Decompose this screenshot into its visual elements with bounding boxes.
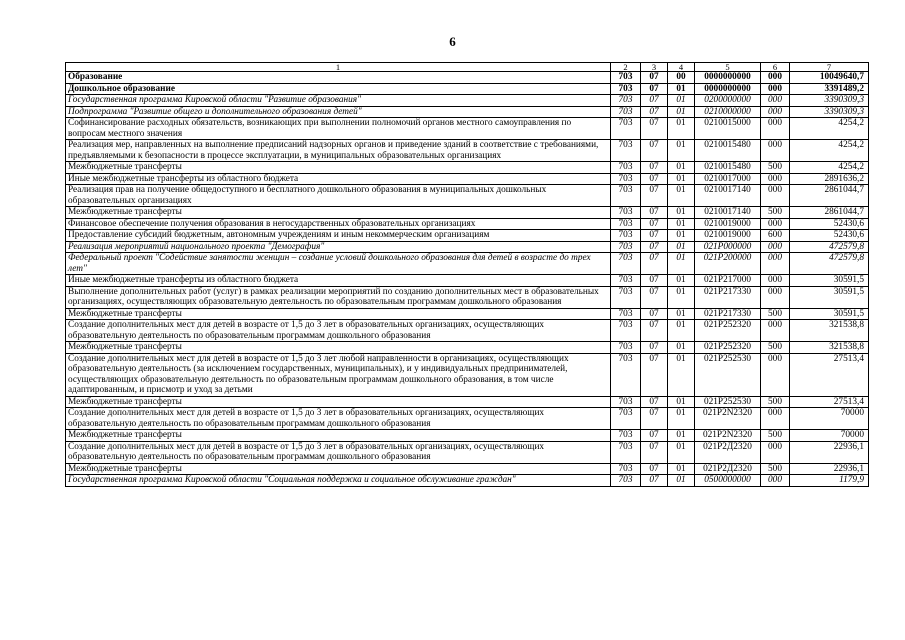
page-number: 6 [449,34,456,49]
budget-table [65,62,869,487]
expense-type-cell: 000 [761,95,790,107]
section-code-cell: 07 [641,253,668,275]
section-code-cell: 07 [641,475,668,487]
ministry-code-cell: 703 [611,118,641,140]
amount-cell: 3391489,2 [790,83,869,95]
amount-cell: 70000 [790,408,869,430]
subsection-code-cell: 01 [668,173,695,185]
section-code-cell: 07 [641,396,668,408]
target-article-cell: 021P2Д2320 [695,463,761,475]
row-name-cell: Образование [66,72,611,84]
table-row [66,308,869,320]
target-article-cell: 0210015000 [695,118,761,140]
expense-type-cell: 000 [761,275,790,287]
row-name-cell: Реализация прав на получение общедоступного и бесплатного дошкольного образования в муниципальных дошкольных образовательных организациях [66,185,611,207]
subsection-code-cell: 01 [668,118,695,140]
table-row [66,185,869,207]
section-code-cell: 07 [641,118,668,140]
amount-cell: 30591,5 [790,275,869,287]
amount-cell: 10049640,7 [790,72,869,84]
section-code-cell: 07 [641,106,668,118]
section-code-cell: 07 [641,430,668,442]
target-article-cell: 021P217330 [695,286,761,308]
row-name-cell: Межбюджетные трансферты [66,463,611,475]
section-code-cell: 07 [641,173,668,185]
section-code-cell: 07 [641,72,668,84]
target-article-cell: 0500000000 [695,475,761,487]
table-row [66,72,869,84]
ministry-code-cell: 703 [611,286,641,308]
header-cell: 4 [668,63,695,72]
section-code-cell: 07 [641,342,668,354]
ministry-code-cell: 703 [611,173,641,185]
section-code-cell: 07 [641,320,668,342]
table-row [66,140,869,162]
row-name-cell: Государственная программа Кировской области "Социальная поддержка и социальное обслуживание граждан" [66,475,611,487]
table-row [66,275,869,287]
table-row [66,230,869,242]
target-article-cell: 0210019000 [695,218,761,230]
amount-cell: 2861044,7 [790,185,869,207]
subsection-code-cell: 01 [668,83,695,95]
section-code-cell: 07 [641,162,668,174]
target-article-cell: 0210017140 [695,207,761,219]
table-row [66,207,869,219]
expense-type-cell: 000 [761,286,790,308]
target-article-cell: 021P2Д2320 [695,441,761,463]
target-article-cell: 021P2N2320 [695,430,761,442]
section-code-cell: 07 [641,441,668,463]
expense-type-cell: 000 [761,253,790,275]
table-row [66,320,869,342]
amount-cell: 321538,8 [790,342,869,354]
ministry-code-cell: 703 [611,441,641,463]
row-name-cell: Межбюджетные трансферты [66,342,611,354]
section-code-cell: 07 [641,286,668,308]
subsection-code-cell: 00 [668,72,695,84]
header-cell: 1 [66,63,611,72]
subsection-code-cell: 01 [668,218,695,230]
ministry-code-cell: 703 [611,430,641,442]
target-article-cell: 021P200000 [695,253,761,275]
row-name-cell: Создание дополнительных мест для детей в возрасте от 1,5 до 3 лет в образовательных организациях, осуществляющих образовательную деятельность по образовательным программам дошкольного образования [66,441,611,463]
table-row [66,286,869,308]
subsection-code-cell: 01 [668,430,695,442]
amount-cell: 2861044,7 [790,207,869,219]
subsection-code-cell: 01 [668,463,695,475]
table-row [66,83,869,95]
header-cell: 6 [761,63,790,72]
row-name-cell: Государственная программа Кировской области "Развитие образования" [66,95,611,107]
table-row [66,475,869,487]
amount-cell: 52430,6 [790,230,869,242]
target-article-cell: 0210015480 [695,162,761,174]
subsection-code-cell: 01 [668,308,695,320]
ministry-code-cell: 703 [611,207,641,219]
row-name-cell: Межбюджетные трансферты [66,207,611,219]
subsection-code-cell: 01 [668,253,695,275]
target-article-cell: 0210017140 [695,185,761,207]
amount-cell: 22936,1 [790,441,869,463]
ministry-code-cell: 703 [611,230,641,242]
table-row [66,173,869,185]
table-row [66,95,869,107]
ministry-code-cell: 703 [611,320,641,342]
section-code-cell: 07 [641,241,668,253]
amount-cell: 30591,5 [790,308,869,320]
ministry-code-cell: 703 [611,95,641,107]
header-cell: 5 [695,63,761,72]
target-article-cell: 021P252530 [695,396,761,408]
subsection-code-cell: 01 [668,275,695,287]
ministry-code-cell: 703 [611,162,641,174]
table-row [66,353,869,396]
row-name-cell: Реализация мероприятий национального проекта "Демография" [66,241,611,253]
section-code-cell: 07 [641,95,668,107]
subsection-code-cell: 01 [668,241,695,253]
amount-cell: 472579,8 [790,241,869,253]
expense-type-cell: 000 [761,441,790,463]
row-name-cell: Межбюджетные трансферты [66,308,611,320]
row-name-cell: Создание дополнительных мест для детей в возрасте от 1,5 до 3 лет в образовательных организациях, осуществляющих образовательную деятельность по образовательным программам дошкольного образования [66,320,611,342]
target-article-cell: 0210015480 [695,140,761,162]
table-body [66,63,869,487]
expense-type-cell: 000 [761,185,790,207]
table-row [66,396,869,408]
ministry-code-cell: 703 [611,275,641,287]
section-code-cell: 07 [641,140,668,162]
amount-cell: 4254,2 [790,162,869,174]
row-name-cell: Межбюджетные трансферты [66,396,611,408]
expense-type-cell: 500 [761,207,790,219]
amount-cell: 52430,6 [790,218,869,230]
subsection-code-cell: 01 [668,207,695,219]
expense-type-cell: 000 [761,106,790,118]
expense-type-cell: 000 [761,72,790,84]
expense-type-cell: 500 [761,342,790,354]
subsection-code-cell: 01 [668,140,695,162]
subsection-code-cell: 01 [668,106,695,118]
row-name-cell: Межбюджетные трансферты [66,430,611,442]
section-code-cell: 07 [641,230,668,242]
section-code-cell: 07 [641,218,668,230]
ministry-code-cell: 703 [611,253,641,275]
amount-cell: 4254,2 [790,140,869,162]
section-code-cell: 07 [641,408,668,430]
amount-cell: 3390309,3 [790,106,869,118]
amount-cell: 321538,8 [790,320,869,342]
ministry-code-cell: 703 [611,475,641,487]
amount-cell: 27513,4 [790,353,869,396]
subsection-code-cell: 01 [668,162,695,174]
ministry-code-cell: 703 [611,218,641,230]
table-row [66,253,869,275]
target-article-cell: 021P000000 [695,241,761,253]
subsection-code-cell: 01 [668,441,695,463]
table-row [66,241,869,253]
target-article-cell: 0000000000 [695,72,761,84]
row-name-cell: Создание дополнительных мест для детей в возрасте от 1,5 до 3 лет любой направленности в организациях, осуществляющих образовательную деятельность (за исключением государственных, муниципальных), и у индивидуальных предпринимателей, осуществляющих образовательную деятельность по образовательным программам дошкольного образования, в том числе адаптированным, и присмотр и уход за детьми [66,353,611,396]
target-article-cell: 0210019000 [695,230,761,242]
amount-cell: 472579,8 [790,253,869,275]
expense-type-cell: 600 [761,230,790,242]
expense-type-cell: 000 [761,118,790,140]
ministry-code-cell: 703 [611,342,641,354]
subsection-code-cell: 01 [668,396,695,408]
section-code-cell: 07 [641,207,668,219]
target-article-cell: 021P2N2320 [695,408,761,430]
ministry-code-cell: 703 [611,72,641,84]
ministry-code-cell: 703 [611,83,641,95]
row-name-cell: Создание дополнительных мест для детей в возрасте от 1,5 до 3 лет в образовательных организациях, осуществляющих образовательную деятельность по образовательным программам дошкольного образования [66,408,611,430]
expense-type-cell: 000 [761,83,790,95]
target-article-cell: 0200000000 [695,95,761,107]
ministry-code-cell: 703 [611,106,641,118]
amount-cell: 27513,4 [790,396,869,408]
expense-type-cell: 500 [761,463,790,475]
ministry-code-cell: 703 [611,241,641,253]
section-code-cell: 07 [641,185,668,207]
expense-type-cell: 000 [761,241,790,253]
target-article-cell: 0000000000 [695,83,761,95]
ministry-code-cell: 703 [611,408,641,430]
expense-type-cell: 000 [761,218,790,230]
amount-cell: 1179,9 [790,475,869,487]
row-name-cell: Выполнение дополнительных работ (услуг) в рамках реализации мероприятий по созданию дополнительных мест в образовательных организациях, осуществляющих образовательную деятельность по образовательным программам дошкольного образования [66,286,611,308]
amount-cell: 22936,1 [790,463,869,475]
subsection-code-cell: 01 [668,353,695,396]
amount-cell: 4254,2 [790,118,869,140]
subsection-code-cell: 01 [668,185,695,207]
expense-type-cell: 500 [761,162,790,174]
table-header-row [66,63,869,72]
expense-type-cell: 500 [761,396,790,408]
ministry-code-cell: 703 [611,396,641,408]
subsection-code-cell: 01 [668,286,695,308]
target-article-cell: 021P252320 [695,320,761,342]
table-row [66,162,869,174]
amount-cell: 3390309,3 [790,95,869,107]
header-cell: 3 [641,63,668,72]
table-row [66,342,869,354]
section-code-cell: 07 [641,275,668,287]
row-name-cell: Софинансирование расходных обязательств, возникающих при выполнении полномочий органов местного самоуправления по вопросам местного значения [66,118,611,140]
subsection-code-cell: 01 [668,342,695,354]
section-code-cell: 07 [641,83,668,95]
row-name-cell: Предоставление субсидий бюджетным, автономным учреждениям и иным некоммерческим организациям [66,230,611,242]
target-article-cell: 0210017000 [695,173,761,185]
row-name-cell: Межбюджетные трансферты [66,162,611,174]
row-name-cell: Реализация мер, направленных на выполнение предписаний надзорных органов и приведение зданий в соответствие с требованиями, предъявляемыми к безопасности в процессе эксплуатации, в муниципальных образовательных организациях [66,140,611,162]
row-name-cell: Федеральный проект "Содействие занятости женщин – создание условий дошкольного образования для детей в возрасте до трех лет" [66,253,611,275]
amount-cell: 70000 [790,430,869,442]
subsection-code-cell: 01 [668,320,695,342]
subsection-code-cell: 01 [668,230,695,242]
header-cell: 2 [611,63,641,72]
section-code-cell: 07 [641,463,668,475]
amount-cell: 2891636,2 [790,173,869,185]
expense-type-cell: 000 [761,408,790,430]
row-name-cell: Подпрограмма "Развитие общего и дополнительного образования детей" [66,106,611,118]
subsection-code-cell: 01 [668,95,695,107]
expense-type-cell: 000 [761,320,790,342]
expense-type-cell: 000 [761,173,790,185]
ministry-code-cell: 703 [611,185,641,207]
ministry-code-cell: 703 [611,463,641,475]
ministry-code-cell: 703 [611,308,641,320]
table-row [66,408,869,430]
table-row [66,218,869,230]
target-article-cell: 0210000000 [695,106,761,118]
target-article-cell: 021P217000 [695,275,761,287]
table-row [66,118,869,140]
row-name-cell: Финансовое обеспечение получения образования в негосударственных образовательных организациях [66,218,611,230]
expense-type-cell: 000 [761,353,790,396]
expense-type-cell: 000 [761,475,790,487]
section-code-cell: 07 [641,353,668,396]
target-article-cell: 021P217330 [695,308,761,320]
row-name-cell: Иные межбюджетные трансферты из областного бюджета [66,173,611,185]
header-cell: 7 [790,63,869,72]
subsection-code-cell: 01 [668,475,695,487]
table-row [66,106,869,118]
table-row [66,430,869,442]
table-row [66,441,869,463]
ministry-code-cell: 703 [611,353,641,396]
ministry-code-cell: 703 [611,140,641,162]
expense-type-cell: 500 [761,308,790,320]
section-code-cell: 07 [641,308,668,320]
subsection-code-cell: 01 [668,408,695,430]
table-row [66,463,869,475]
target-article-cell: 021P252530 [695,353,761,396]
expense-type-cell: 000 [761,140,790,162]
expense-type-cell: 500 [761,430,790,442]
row-name-cell: Иные межбюджетные трансферты из областного бюджета [66,275,611,287]
amount-cell: 30591,5 [790,286,869,308]
row-name-cell: Дошкольное образование [66,83,611,95]
target-article-cell: 021P252320 [695,342,761,354]
